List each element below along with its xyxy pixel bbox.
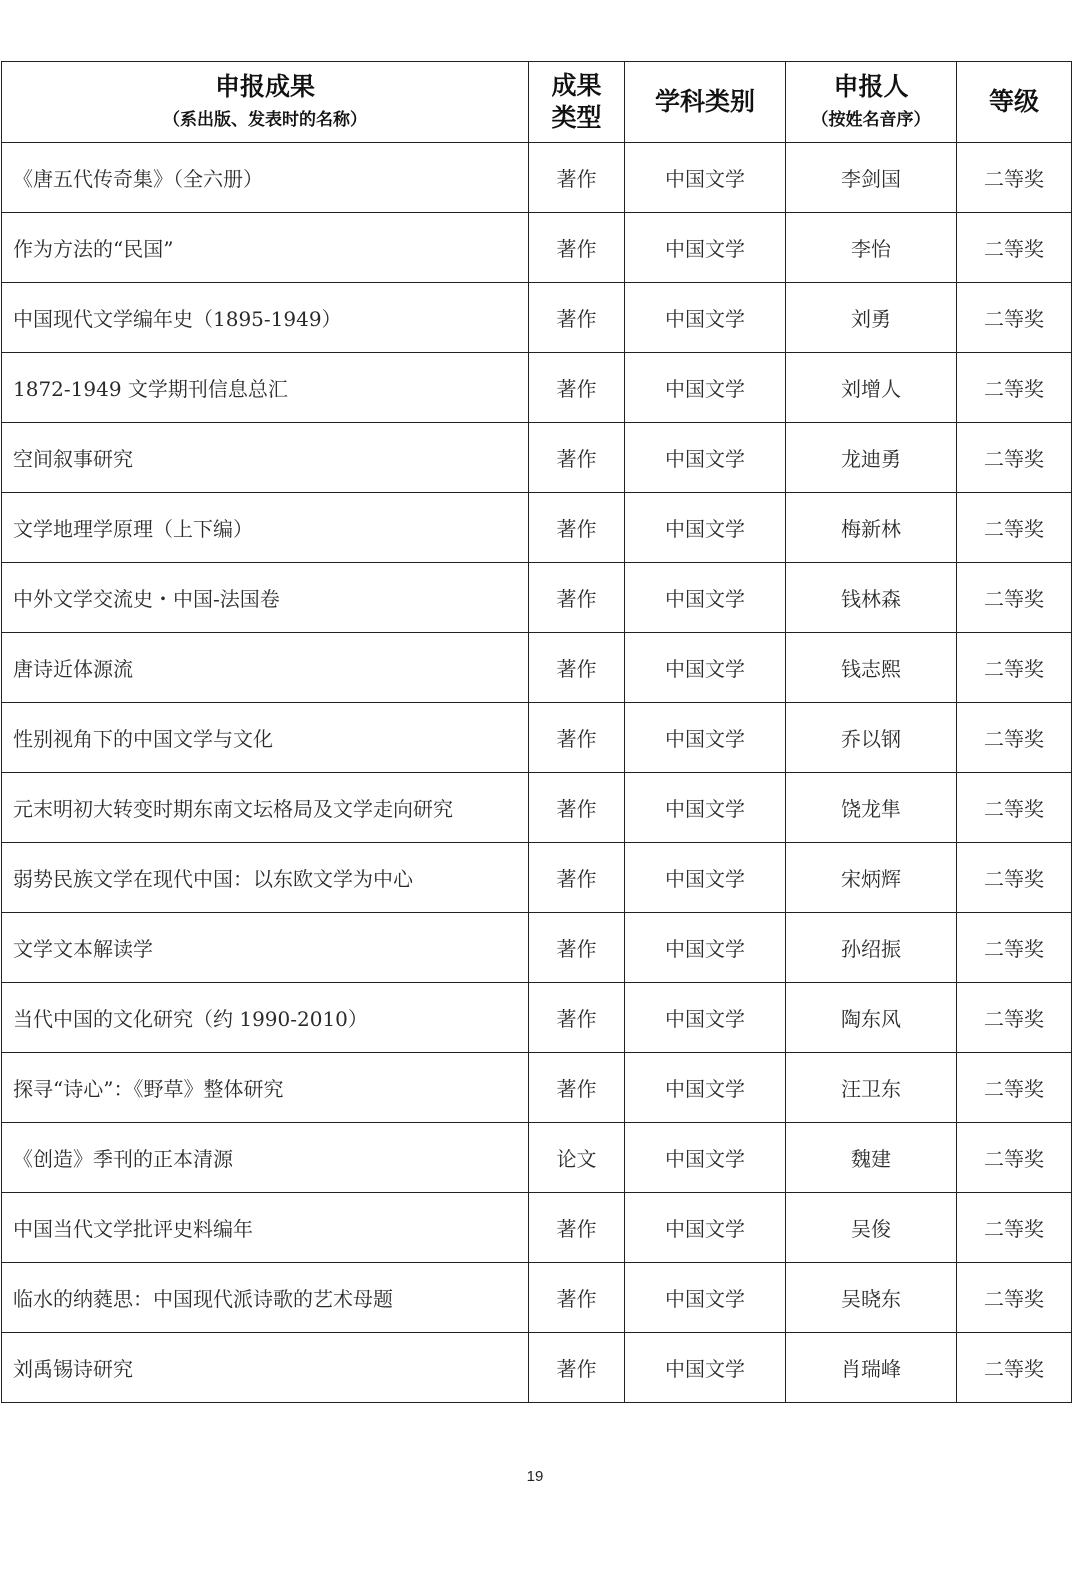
page-number: 19 xyxy=(526,1468,544,1485)
cell-title: 当代中国的文化研究（约 1990-2010） xyxy=(2,983,529,1053)
table-row xyxy=(2,353,1072,423)
header-applicant-main: 申报人 xyxy=(833,72,909,101)
cell-discipline: 中国文学 xyxy=(625,1123,786,1193)
cell-title: 刘禹锡诗研究 xyxy=(2,1333,529,1403)
cell-type: 著作 xyxy=(529,423,625,493)
header-title-column xyxy=(2,62,529,143)
cell-grade: 二等奖 xyxy=(957,283,1072,353)
cell-grade: 二等奖 xyxy=(957,1193,1072,1263)
cell-applicant: 钱林森 xyxy=(786,563,957,633)
table-row xyxy=(2,1123,1072,1193)
cell-title: 唐诗近体源流 xyxy=(2,633,529,703)
header-title-main: 申报成果 xyxy=(214,72,315,101)
cell-applicant: 饶龙隼 xyxy=(786,773,957,843)
cell-discipline: 中国文学 xyxy=(625,703,786,773)
cell-applicant: 龙迪勇 xyxy=(786,423,957,493)
table-row xyxy=(2,703,1072,773)
cell-title: 探寻“诗心”：《野草》整体研究 xyxy=(2,1053,529,1123)
table-row xyxy=(2,423,1072,493)
cell-title: 文学文本解读学 xyxy=(2,913,529,983)
cell-grade: 二等奖 xyxy=(957,1333,1072,1403)
header-title-sub: （系出版、发表时的名称） xyxy=(163,110,367,130)
cell-grade: 二等奖 xyxy=(957,843,1072,913)
cell-applicant: 梅新林 xyxy=(786,493,957,563)
table-row xyxy=(2,1193,1072,1263)
cell-type: 著作 xyxy=(529,283,625,353)
cell-type: 著作 xyxy=(529,773,625,843)
cell-title: 临水的纳蕤思：中国现代派诗歌的艺术母题 xyxy=(2,1263,529,1333)
table-row xyxy=(2,983,1072,1053)
cell-type: 著作 xyxy=(529,983,625,1053)
cell-discipline: 中国文学 xyxy=(625,143,786,213)
cell-type: 著作 xyxy=(529,493,625,563)
cell-grade: 二等奖 xyxy=(957,983,1072,1053)
cell-applicant: 孙绍振 xyxy=(786,913,957,983)
cell-applicant: 肖瑞峰 xyxy=(786,1333,957,1403)
table-header xyxy=(2,62,1072,143)
header-grade: 等级 xyxy=(988,87,1039,116)
cell-discipline: 中国文学 xyxy=(625,913,786,983)
cell-title: 《创造》季刊的正本清源 xyxy=(2,1123,529,1193)
cell-title: 文学地理学原理（上下编） xyxy=(2,493,529,563)
cell-discipline: 中国文学 xyxy=(625,1263,786,1333)
cell-type: 著作 xyxy=(529,703,625,773)
cell-grade: 二等奖 xyxy=(957,633,1072,703)
cell-discipline: 中国文学 xyxy=(625,983,786,1053)
cell-applicant: 刘勇 xyxy=(786,283,957,353)
cell-grade: 二等奖 xyxy=(957,563,1072,633)
cell-grade: 二等奖 xyxy=(957,913,1072,983)
cell-discipline: 中国文学 xyxy=(625,283,786,353)
cell-type: 著作 xyxy=(529,633,625,703)
cell-type: 著作 xyxy=(529,1053,625,1123)
cell-type: 著作 xyxy=(529,843,625,913)
table-row xyxy=(2,563,1072,633)
cell-applicant: 钱志熙 xyxy=(786,633,957,703)
table-row xyxy=(2,913,1072,983)
cell-applicant: 陶东风 xyxy=(786,983,957,1053)
header-applicant-column xyxy=(786,62,957,143)
cell-type: 著作 xyxy=(529,353,625,423)
cell-discipline: 中国文学 xyxy=(625,1193,786,1263)
cell-type: 著作 xyxy=(529,1263,625,1333)
cell-applicant: 李剑国 xyxy=(786,143,957,213)
cell-title: 中国当代文学批评史料编年 xyxy=(2,1193,529,1263)
cell-type: 论文 xyxy=(529,1123,625,1193)
table-row xyxy=(2,773,1072,843)
table-row xyxy=(2,1263,1072,1333)
cell-type: 著作 xyxy=(529,1333,625,1403)
cell-title: 中国现代文学编年史（1895-1949） xyxy=(2,283,529,353)
cell-title: 1872-1949 文学期刊信息总汇 xyxy=(2,353,529,423)
table-row xyxy=(2,213,1072,283)
header-grade-column xyxy=(957,62,1072,143)
cell-discipline: 中国文学 xyxy=(625,1333,786,1403)
cell-discipline: 中国文学 xyxy=(625,1053,786,1123)
table-row xyxy=(2,1333,1072,1403)
cell-title: 中外文学交流史・中国-法国卷 xyxy=(2,563,529,633)
cell-title: 弱势民族文学在现代中国：以东欧文学为中心 xyxy=(2,843,529,913)
cell-grade: 二等奖 xyxy=(957,493,1072,563)
cell-discipline: 中国文学 xyxy=(625,353,786,423)
cell-title: 性别视角下的中国文学与文化 xyxy=(2,703,529,773)
cell-grade: 二等奖 xyxy=(957,1263,1072,1333)
cell-grade: 二等奖 xyxy=(957,423,1072,493)
table-row xyxy=(2,493,1072,563)
cell-applicant: 宋炳辉 xyxy=(786,843,957,913)
cell-applicant: 魏建 xyxy=(786,1123,957,1193)
cell-title: 《唐五代传奇集》（全六册） xyxy=(2,143,529,213)
cell-type: 著作 xyxy=(529,213,625,283)
cell-type: 著作 xyxy=(529,1193,625,1263)
cell-applicant: 李怡 xyxy=(786,213,957,283)
cell-discipline: 中国文学 xyxy=(625,773,786,843)
table-row xyxy=(2,1053,1072,1123)
table-body xyxy=(2,143,1072,1403)
cell-discipline: 中国文学 xyxy=(625,633,786,703)
cell-grade: 二等奖 xyxy=(957,703,1072,773)
header-type-column xyxy=(529,62,625,143)
header-discipline-column xyxy=(625,62,786,143)
cell-applicant: 吴晓东 xyxy=(786,1263,957,1333)
cell-discipline: 中国文学 xyxy=(625,423,786,493)
cell-applicant: 吴俊 xyxy=(786,1193,957,1263)
cell-title: 作为方法的“民国” xyxy=(2,213,529,283)
table-row xyxy=(2,143,1072,213)
cell-discipline: 中国文学 xyxy=(625,843,786,913)
cell-title: 空间叙事研究 xyxy=(2,423,529,493)
table-row xyxy=(2,633,1072,703)
cell-grade: 二等奖 xyxy=(957,213,1072,283)
award-table xyxy=(1,61,1072,1403)
cell-discipline: 中国文学 xyxy=(625,213,786,283)
cell-applicant: 刘增人 xyxy=(786,353,957,423)
cell-type: 著作 xyxy=(529,563,625,633)
cell-applicant: 乔以钢 xyxy=(786,703,957,773)
cell-discipline: 中国文学 xyxy=(625,493,786,563)
cell-grade: 二等奖 xyxy=(957,1053,1072,1123)
header-type-line2: 类型 xyxy=(551,103,602,132)
cell-grade: 二等奖 xyxy=(957,353,1072,423)
cell-grade: 二等奖 xyxy=(957,143,1072,213)
table-row xyxy=(2,283,1072,353)
cell-grade: 二等奖 xyxy=(957,1123,1072,1193)
cell-type: 著作 xyxy=(529,143,625,213)
cell-type: 著作 xyxy=(529,913,625,983)
cell-applicant: 汪卫东 xyxy=(786,1053,957,1123)
header-row xyxy=(2,62,1072,143)
header-discipline: 学科类别 xyxy=(654,87,755,116)
cell-grade: 二等奖 xyxy=(957,773,1072,843)
header-applicant-sub: （按姓名音序） xyxy=(811,110,931,130)
table-row xyxy=(2,843,1072,913)
cell-discipline: 中国文学 xyxy=(625,563,786,633)
cell-title: 元末明初大转变时期东南文坛格局及文学走向研究 xyxy=(2,773,529,843)
header-type-line1: 成果 xyxy=(551,71,602,100)
